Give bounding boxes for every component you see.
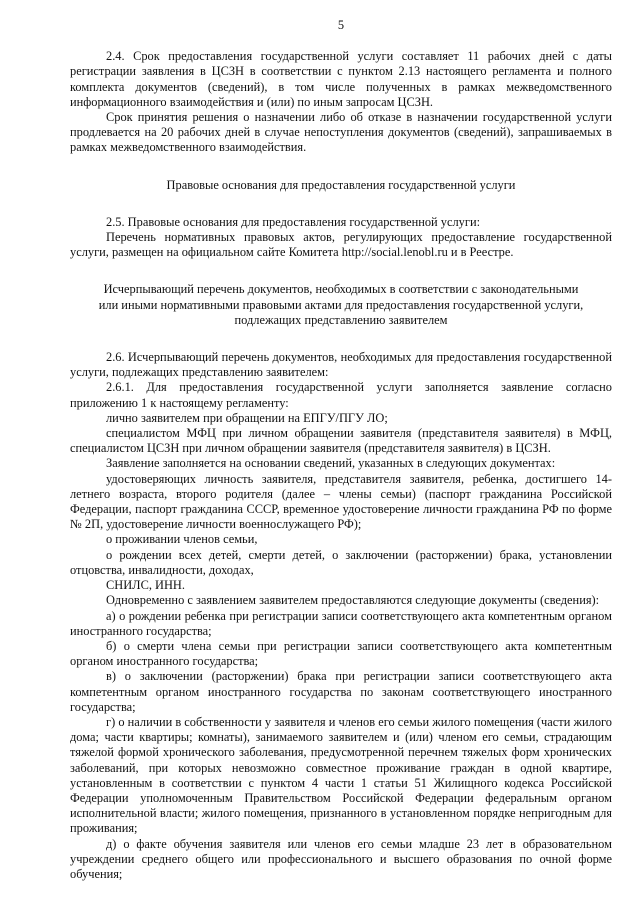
paragraph-item-b: б) о смерти члена семьи при регистрации записи соответствующего акта компетентным органом иностранного государства; — [70, 638, 612, 669]
heading-documents-list — [70, 282, 612, 328]
paragraph-item-g: г) о наличии в собственности у заявителя и членов его семьи жилого помещения (части жилого дома; части квартиры; комнаты), занимаемого заявителем и (или) членом его семьи, страдающим тяжелой формой хронического заболевания, предусмотренной перечнем тяжелых форм хронических заболеваний, при которых невозможно совместное проживание граждан в одной квартире, установленным в соответствии с пунктом 4 части 1 статьи 51 Жилищного кодекса Российской Федерации уполномоченным Правительством Российской Федерации федеральным органом исполнительной власти; жилого помещения, признанного в установленном порядке непригодным для проживания; — [70, 714, 612, 836]
paragraph-basis: Заявление заполняется на основании сведений, указанных в следующих документах: — [106, 456, 556, 471]
page-number: 5 — [337, 18, 345, 32]
heading-documents-line-3: подлежащих представлению заявителем — [234, 312, 448, 327]
paragraph-2-5: 2.5. Правовые основания для предоставления государственной услуги: — [106, 214, 481, 229]
paragraph-item-a: а) о рождении ребенка при регистрации записи соответствующего акта компетентным органом иностранного государства; — [70, 608, 612, 638]
paragraph-epgu: лично заявителем при обращении на ЕПГУ/ПГУ ЛО; — [106, 410, 388, 425]
paragraph-2-5-list: Перечень нормативных правовых актов, регулирующих предоставление государственной услуги, размещен на официальном сайте Комитета http://social.lenobl.ru и в Реестре. — [70, 230, 612, 260]
paragraph-item-d: д) о факте обучения заявителя или членов его семьи младше 23 лет в образовательном учреждении среднего общего или профессионального и высшего образования по очной форме обучения; — [70, 836, 612, 881]
paragraph-2-4-extension: Срок принятия решения о назначении либо об отказе в назначении государственной услуги продлевается на 20 рабочих дней в случае непоступления документов (сведений), запрашиваемых в рамках межведомственного взаимодействия. — [70, 110, 612, 155]
paragraph-2-6: 2.6. Исчерпывающий перечень документов, необходимых для предоставления государственной услуги, подлежащих представлению заявителем: — [70, 350, 612, 380]
paragraph-residence: о проживании членов семьи, — [106, 532, 258, 547]
paragraph-mfc: специалистом МФЦ при личном обращении заявителя (представителя заявителя) в МФЦ, специалистом ЦСЗН при личном обращении заявителя (представителя заявителя) в ЦСЗН. — [70, 426, 612, 456]
paragraph-snils-inn: СНИЛС, ИНН. — [106, 578, 185, 593]
heading-legal-grounds: Правовые основания для предоставления государственной услуги — [166, 177, 516, 192]
paragraph-2-4-term: 2.4. Срок предоставления государственной услуги составляет 11 рабочих дней с даты регистрации заявления в ЦСЗН в соответствии с пунктом 2.13 настоящего регламента и полного комплекта документов (сведений), в том числе полученных в рамках межведомственного информационного взаимодействия и (или) по иным запросам ЦСЗН. — [70, 49, 612, 109]
paragraph-item-v: в) о заключении (расторжении) брака при регистрации записи соответствующего акта компетентным органом иностранного государства по законам соответствующего иностранного государства; — [70, 669, 612, 714]
heading-documents-line-1: Исчерпывающий перечень документов, необходимых в соответствии с законодательными — [103, 282, 579, 297]
heading-documents-line-2: или иными нормативными правовыми актами для предоставления государственной услуги, — [98, 297, 584, 312]
paragraph-2-6-1: 2.6.1. Для предоставления государственной услуги заполняется заявление согласно приложению 1 к настоящему регламенту: — [70, 380, 612, 410]
paragraph-identity-docs: удостоверяющих личность заявителя, представителя заявителя, ребенка, достигшего 14-летнего возраста, второго родителя (далее – члены семьи) (паспорт гражданина Российской Федерации, паспорт гражданина СССР, временное удостоверение личности гражданина РФ по форме № 2П, удостоверение личности военнослужащего РФ); — [70, 471, 612, 532]
paragraph-birth-death: о рождении всех детей, смерти детей, о заключении (расторжении) брака, установлении отцовства, инвалидности, доходах, — [70, 547, 612, 577]
paragraph-simultaneous: Одновременно с заявлением заявителем предоставляются следующие документы (сведения): — [106, 593, 600, 608]
